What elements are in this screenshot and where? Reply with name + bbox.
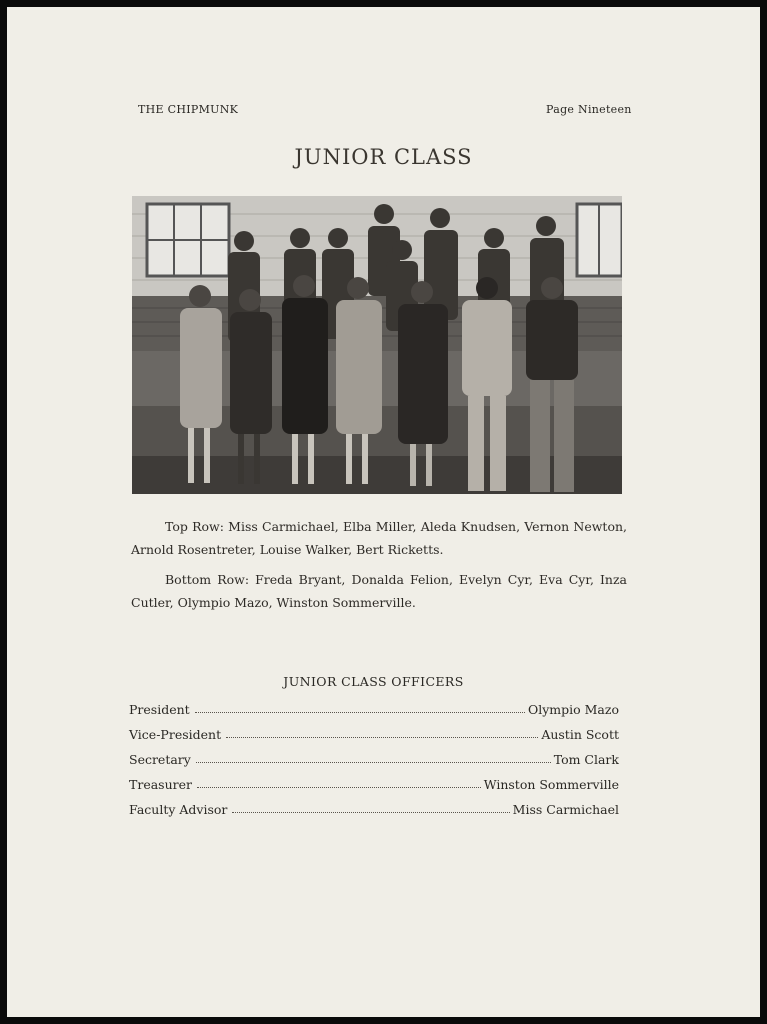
officer-name: Tom Clark <box>553 752 619 767</box>
running-header-page-number: Page Nineteen <box>546 103 632 116</box>
yearbook-page <box>7 7 760 1017</box>
officer-role: Treasurer <box>129 777 192 792</box>
officer-row-faculty-advisor <box>129 797 619 817</box>
leader-dots <box>195 712 525 713</box>
officer-name: Olympio Mazo <box>527 702 619 717</box>
leader-dots <box>226 737 538 738</box>
class-group-photo <box>132 196 622 494</box>
officer-role: Secretary <box>129 752 191 767</box>
leader-dots <box>197 787 481 788</box>
officer-row-vice-president <box>129 722 619 742</box>
page-title: JUNIOR CLASS <box>294 145 473 169</box>
officer-row-treasurer <box>129 772 619 792</box>
officer-role: Vice-President <box>129 727 222 742</box>
caption-top-row <box>131 515 627 561</box>
officer-row-secretary <box>129 747 619 767</box>
caption-bottom-row <box>131 568 627 614</box>
officer-role: President <box>129 702 190 717</box>
officer-name: Winston Sommerville <box>483 777 619 792</box>
running-header-publication: THE CHIPMUNK <box>138 103 239 116</box>
caption-top-row-text: Top Row: Miss Carmichael, Elba Miller, Aleda Knudsen, Vernon Newton, Arnold Rosentreter, Louise Walker, Bert Ricketts. <box>131 519 627 557</box>
officer-row-president <box>129 697 619 717</box>
officers-heading: JUNIOR CLASS OFFICERS <box>283 674 464 689</box>
caption-bottom-row-text: Bottom Row: Freda Bryant, Donalda Felion, Evelyn Cyr, Eva Cyr, Inza Cutler, Olympio Mazo, Winston Sommerville. <box>131 572 627 610</box>
leader-dots <box>196 762 551 763</box>
officer-name: Miss Carmichael <box>512 802 619 817</box>
officer-name: Austin Scott <box>541 727 619 742</box>
leader-dots <box>232 812 509 813</box>
officer-role: Faculty Advisor <box>129 802 228 817</box>
